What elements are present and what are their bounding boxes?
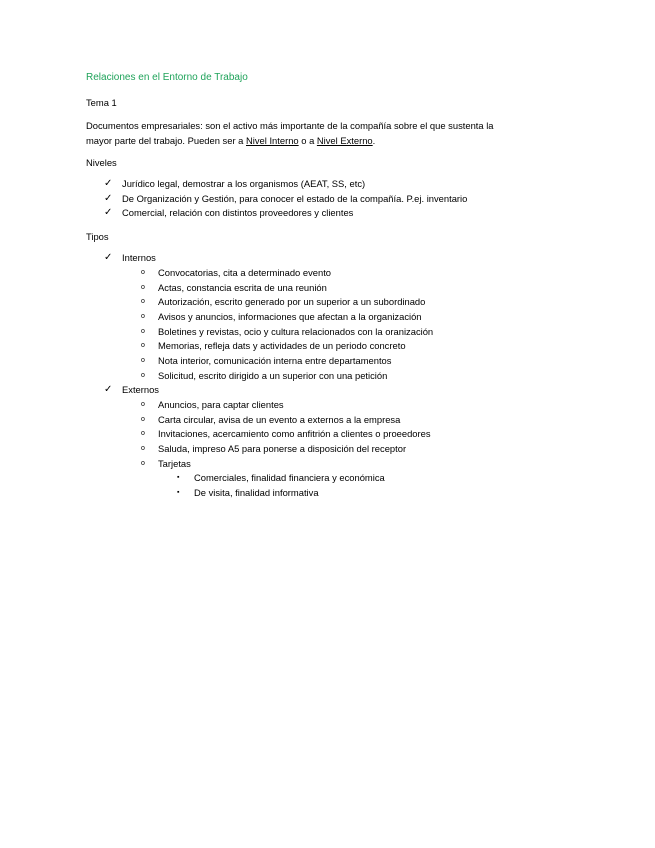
list-item-text: Actas, constancia escrita de una reunión xyxy=(158,282,327,293)
list-item-text: Comercial, relación con distintos proveedores y clientes xyxy=(122,207,354,218)
link-nivel-externo[interactable]: Nivel Externo xyxy=(316,135,373,146)
checkmark-icon: ✓ xyxy=(104,207,113,218)
circle-bullet-icon: o xyxy=(141,430,145,437)
list-item-text: Boletines y revistas, ocio y cultura relacionados con la oranización xyxy=(158,326,434,337)
intro-paragraph xyxy=(86,118,506,148)
list-item-text: Invitaciones, acercamiento como anfitrión a clientes o proeedores xyxy=(158,428,431,439)
intro-mid-text: o a xyxy=(298,135,317,146)
list-item-text: Externos xyxy=(122,384,159,395)
square-bullet-icon: ▪ xyxy=(177,489,180,496)
circle-bullet-icon: o xyxy=(141,342,145,349)
list-item-text: Saluda, impreso A5 para ponerse a disposición del receptor xyxy=(158,443,407,454)
list-item-text: Convocatorias, cita a determinado evento xyxy=(158,267,332,278)
circle-bullet-icon: o xyxy=(141,298,145,305)
niveles-heading: Niveles xyxy=(86,157,117,168)
intro-text: Documentos empresariales: son el activo más importante de la compañía sobre el que sustenta la mayor parte del trabajo. Pueden ser a xyxy=(86,120,494,146)
checkmark-icon: ✓ xyxy=(104,384,113,395)
list-item-text: Avisos y anuncios, informaciones que afectan a la organización xyxy=(158,311,422,322)
list-item-text: Anuncios, para captar clientes xyxy=(158,399,284,410)
circle-bullet-icon: o xyxy=(141,328,145,335)
list-item-text: Carta circular, avisa de un evento a externos a la empresa xyxy=(158,414,401,425)
circle-bullet-icon: o xyxy=(141,357,145,364)
tipos-heading: Tipos xyxy=(86,231,109,242)
list-item-text: Internos xyxy=(122,252,156,263)
list-item-text: Memorias, refleja dats y actividades de un periodo concreto xyxy=(158,340,406,351)
circle-bullet-icon: o xyxy=(141,372,145,379)
circle-bullet-icon: o xyxy=(141,284,145,291)
circle-bullet-icon: o xyxy=(141,269,145,276)
list-item-text: De Organización y Gestión, para conocer el estado de la compañía. P.ej. inventario xyxy=(122,193,468,204)
list-item-text: Jurídico legal, demostrar a los organismos (AEAT, SS, etc) xyxy=(122,178,366,189)
circle-bullet-icon: o xyxy=(141,313,145,320)
document-title: Relaciones en el Entorno de Trabajo xyxy=(86,72,248,83)
list-item-text: Comerciales, finalidad financiera y económica xyxy=(194,472,385,483)
link-nivel-interno[interactable]: Nivel Interno xyxy=(246,135,299,146)
checkmark-icon: ✓ xyxy=(104,178,113,189)
checkmark-icon: ✓ xyxy=(104,252,113,263)
list-item-text: De visita, finalidad informativa xyxy=(194,487,319,498)
circle-bullet-icon: o xyxy=(141,460,145,467)
checkmark-icon: ✓ xyxy=(104,193,113,204)
list-item-text: Nota interior, comunicación interna entre departamentos xyxy=(158,355,392,366)
square-bullet-icon: ▪ xyxy=(177,474,180,481)
list-item-text: Autorización, escrito generado por un superior a un subordinado xyxy=(158,296,426,307)
intro-end-text: . xyxy=(372,135,376,146)
list-item-text: Solicitud, escrito dirigido a un superior con una petición xyxy=(158,370,388,381)
section-heading-tema: Tema 1 xyxy=(86,97,117,108)
list-item-text: Tarjetas xyxy=(158,458,191,469)
circle-bullet-icon: o xyxy=(141,416,145,423)
circle-bullet-icon: o xyxy=(141,445,145,452)
circle-bullet-icon: o xyxy=(141,401,145,408)
